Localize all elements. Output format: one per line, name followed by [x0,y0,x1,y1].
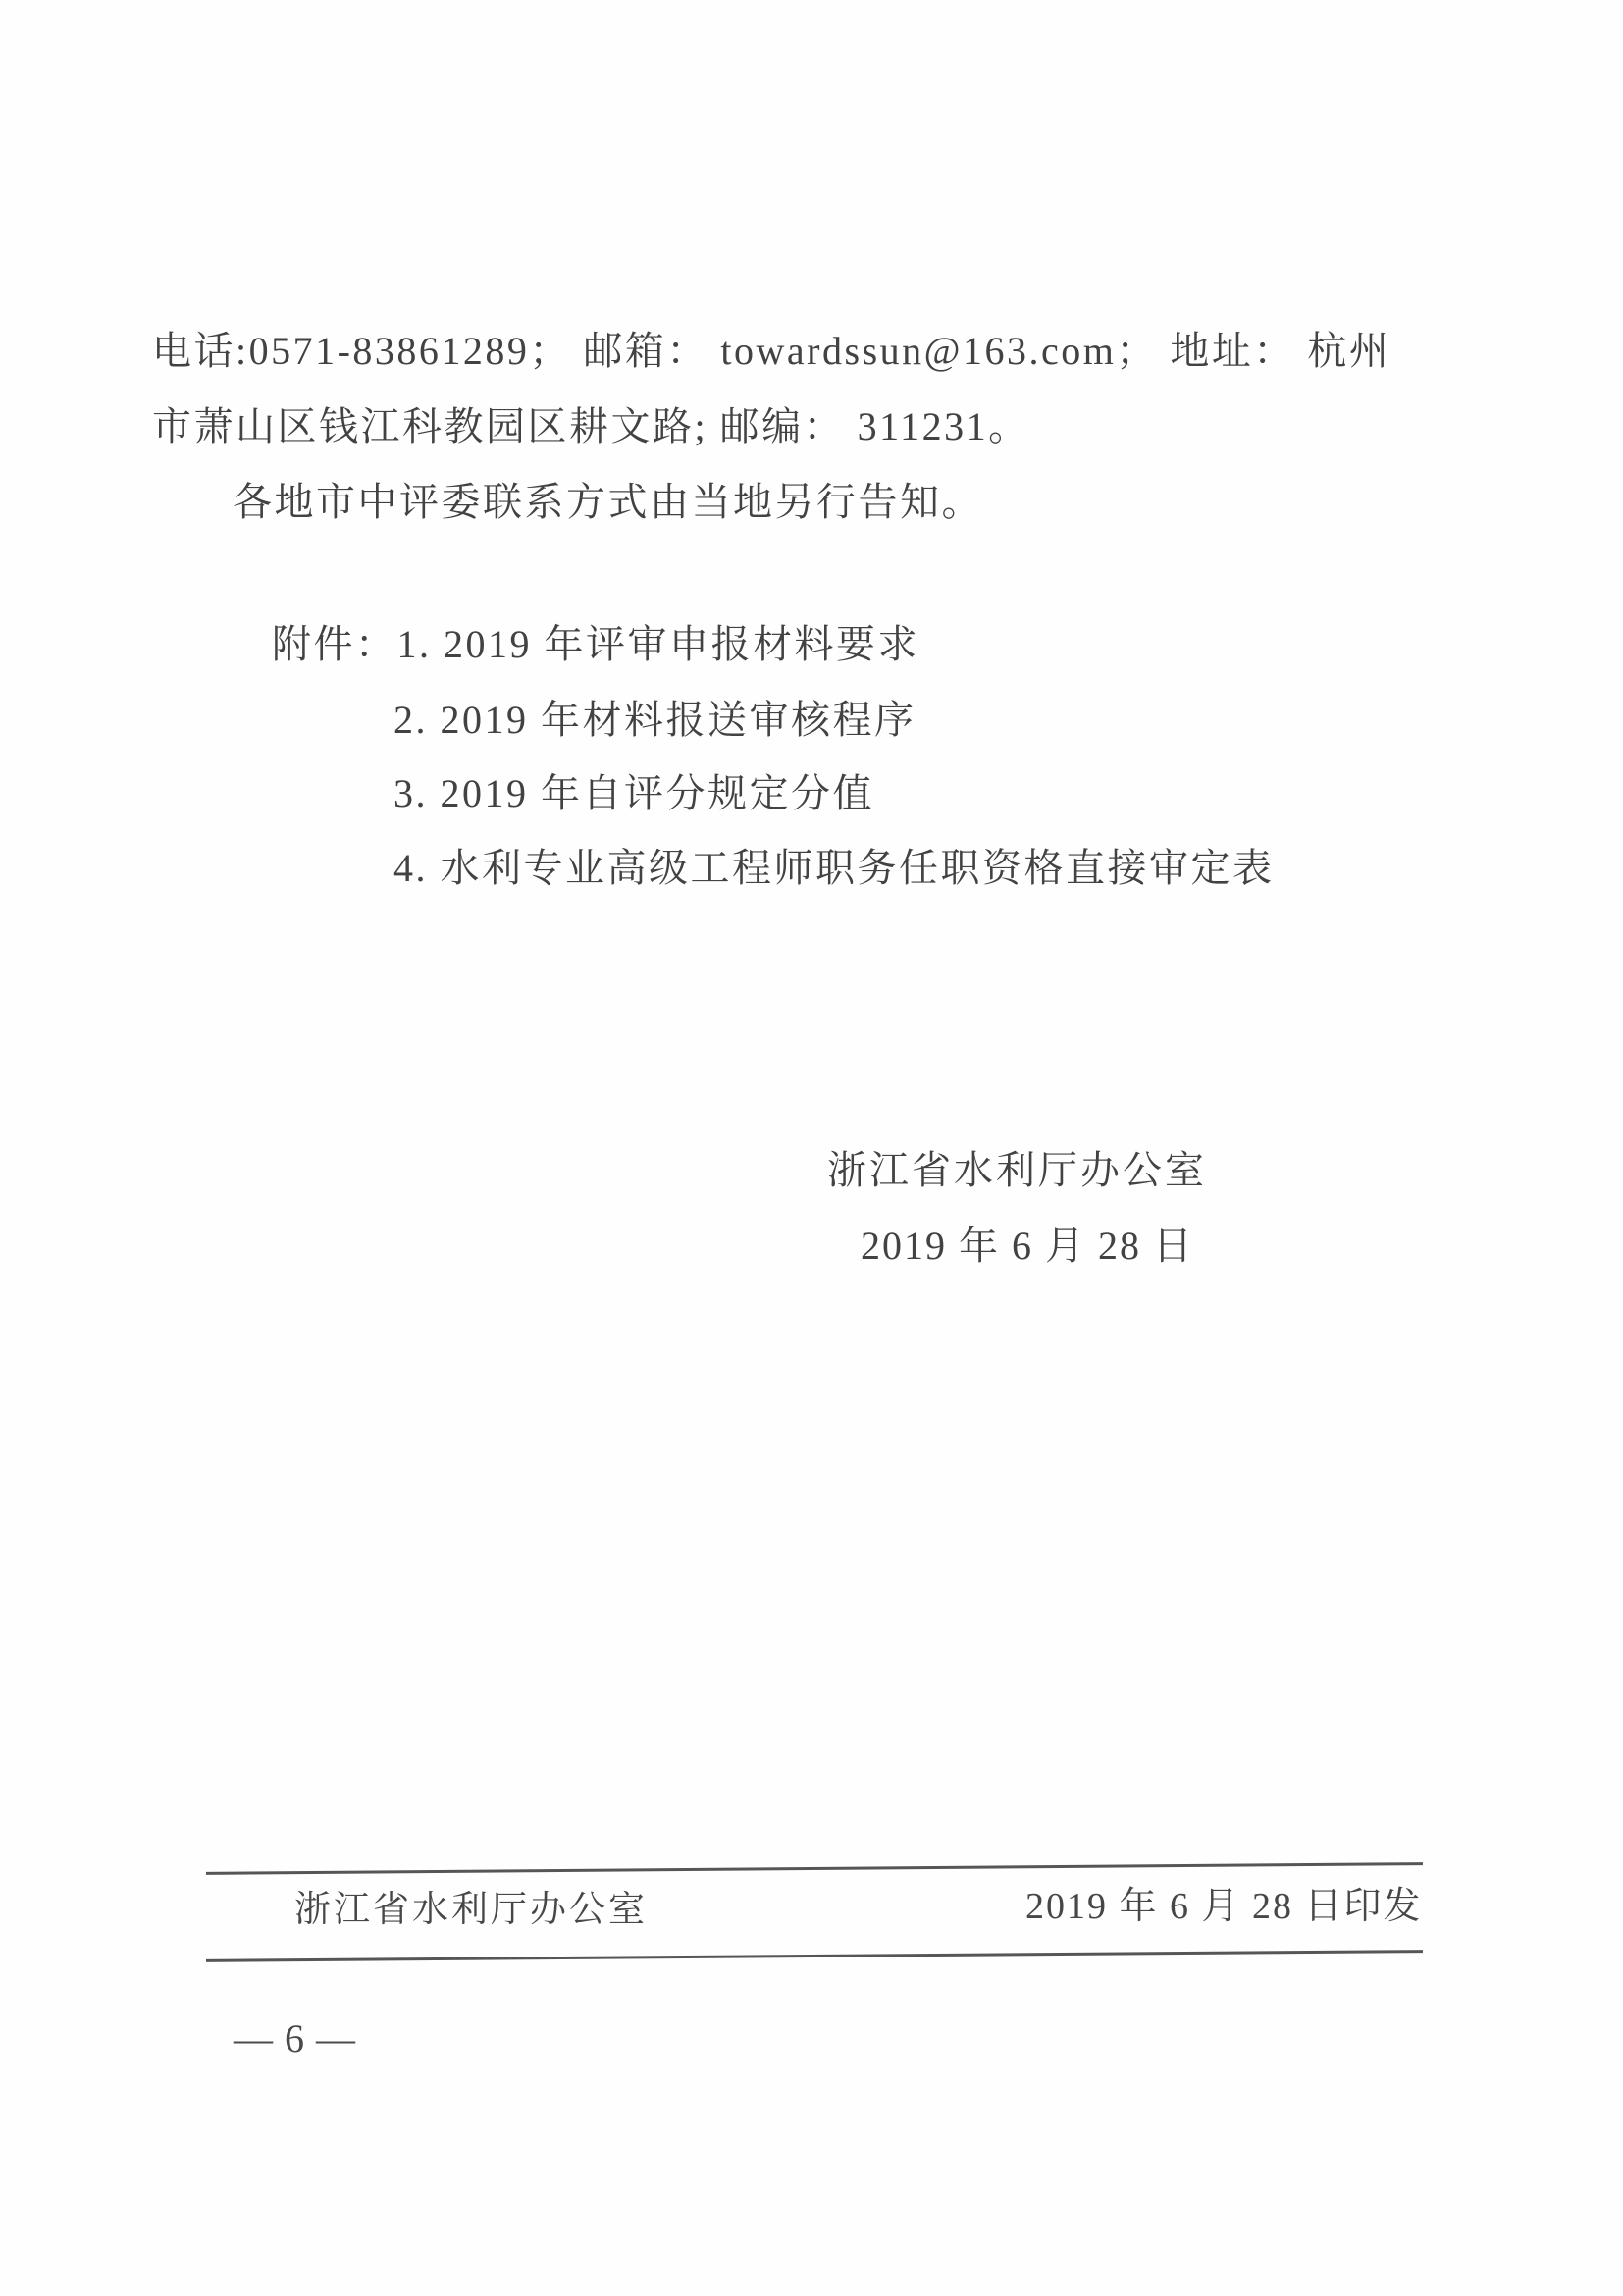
signature-organization: 浙江省水利厅办公室 [827,1148,1207,1192]
attachment-item-4: 4. 水利专业高级工程师职务任职资格直接审定表 [393,846,1275,890]
contact-info-line-2: 市萧山区钱江科教园区耕文路; 邮编： 311231。 [152,404,1030,448]
signature-date: 2019 年 6 月 28 日 [861,1224,1194,1268]
attachment-item-2: 2. 2019 年材料报送审核程序 [393,698,916,742]
notice-paragraph: 各地市中评委联系方式由当地另行告知。 [233,480,983,524]
attachments-label: 附件： [272,622,397,666]
contact-info-line-1: 电话:0571-83861289； 邮箱： towardssun@163.com； 地址： 杭州 [152,329,1391,373]
footer-issuer: 浙江省水利厅办公室 [294,1890,648,1930]
footer-rule-bottom [206,1950,1423,1962]
footer-print-date: 2019 年 6 月 28 日印发 [1025,1886,1423,1927]
attachment-item-3: 3. 2019 年自评分规定分值 [393,771,874,815]
attachments-list-line-1 [272,622,919,667]
page-number: — 6 — [234,2016,356,2061]
footer-rule-top [206,1862,1423,1875]
attachment-item-1: 1. 2019 年评审申报材料要求 [396,622,919,666]
